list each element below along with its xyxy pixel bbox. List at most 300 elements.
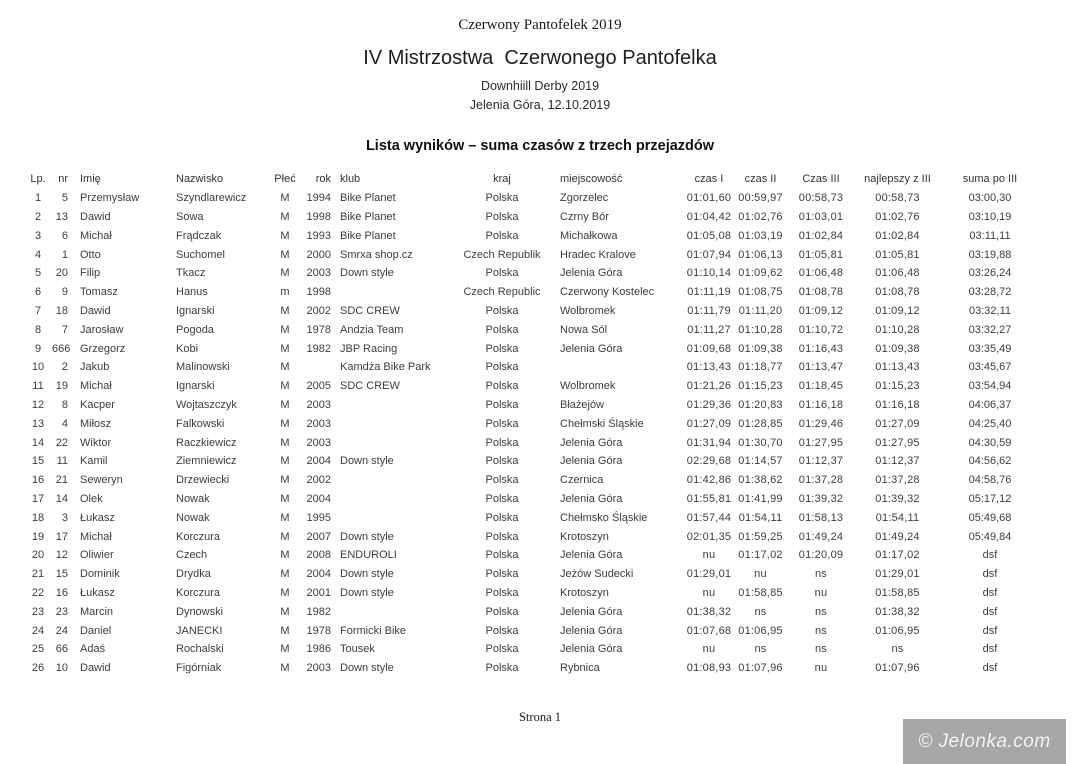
cell-klub — [336, 396, 444, 415]
cell-nr: 11 — [56, 455, 68, 468]
table-row — [24, 226, 1040, 245]
cell-kraj: Polska — [485, 323, 519, 336]
cell-p-e: m — [280, 286, 290, 299]
cell-czas-i: nu — [702, 586, 716, 599]
cell-czas-i: 01:21,26 — [686, 380, 732, 393]
table-row — [24, 320, 1040, 339]
cell-suma-po-iii: 03:45,67 — [968, 361, 1012, 374]
cell-p-e: M — [280, 304, 290, 317]
cell-suma-po-iii: 03:54,94 — [968, 380, 1012, 393]
column-header-p-e: Płeć — [274, 173, 296, 186]
cell-suma-po-iii: 04:30,59 — [968, 436, 1012, 449]
cell-suma-po-iii: 03:26,24 — [968, 267, 1012, 280]
cell-miejscowo: Hradec Kralove — [560, 248, 636, 261]
cell-suma-po-iii: dsf — [982, 624, 998, 637]
watermark-text: © Jelonka.com — [918, 730, 1051, 752]
cell-kraj: Polska — [485, 474, 519, 487]
cell-klub: Bike Planet — [340, 192, 396, 205]
cell-imi: Seweryn — [80, 474, 123, 487]
cell-lp: 10 — [31, 361, 45, 374]
table-row — [24, 396, 1040, 415]
cell-suma-po-iii: 03:32,11 — [968, 304, 1011, 317]
cell-p-e: M — [280, 229, 290, 242]
cell-czas-i: 02:29,68 — [686, 455, 732, 468]
cell-czas-iii: ns — [814, 605, 828, 618]
cell-czas-ii: 01:20,83 — [738, 398, 783, 411]
subtitle-derby: Downhiill Derby 2019 — [480, 79, 600, 93]
cell-imi: Jarosław — [80, 323, 124, 336]
cell-imi: Łukasz — [80, 586, 115, 599]
cell-miejscowo: Jelenia Góra — [560, 549, 623, 562]
cell-p-e: M — [280, 323, 290, 336]
cell-suma-po-iii: 03:11,11 — [969, 229, 1011, 242]
cell-nazwisko: JANECKI — [176, 624, 223, 637]
cell-najlepszy-z-iii: ns — [891, 643, 904, 656]
cell-p-e: M — [280, 210, 290, 223]
table-row — [24, 584, 1040, 603]
cell-klub — [336, 490, 444, 509]
cell-czas-i: 01:04,42 — [686, 210, 732, 223]
cell-nazwisko: Hanus — [176, 286, 208, 299]
cell-klub: Bike Planet — [340, 210, 396, 223]
cell-p-e: M — [280, 662, 290, 675]
cell-suma-po-iii: dsf — [982, 568, 998, 581]
cell-p-e: M — [280, 511, 290, 524]
cell-miejscowo: Zgorzelec — [560, 192, 609, 205]
cell-nr: 66 — [55, 643, 68, 656]
cell-p-e: M — [280, 530, 290, 543]
column-header-klub: klub — [340, 173, 361, 186]
cell-suma-po-iii: dsf — [982, 586, 998, 599]
cell-lp: 12 — [31, 398, 45, 411]
cell-klub: SDC CREW — [340, 304, 400, 317]
cell-nazwisko: Figórniak — [176, 662, 222, 675]
cell-czas-iii: 01:49,24 — [798, 530, 844, 543]
cell-klub — [336, 433, 444, 452]
cell-suma-po-iii: 04:06,37 — [968, 398, 1012, 411]
cell-miejscowo: Michałkowa — [560, 229, 618, 242]
cell-suma-po-iii: 05:49,68 — [968, 511, 1012, 524]
cell-czas-i: 01:09,68 — [686, 342, 732, 355]
table-row — [24, 508, 1040, 527]
table-row — [24, 565, 1040, 584]
cell-nazwisko: Korczura — [176, 530, 221, 543]
column-header-czas-iii: Czas III — [802, 173, 840, 186]
column-header-nr: nr — [58, 173, 68, 186]
cell-lp: 7 — [34, 304, 42, 317]
cell-rok: 1978 — [306, 624, 331, 637]
cell-suma-po-iii: dsf — [982, 643, 998, 656]
cell-czas-iii: 01:05,81 — [798, 248, 844, 261]
cell-najlepszy-z-iii: 01:02,76 — [875, 210, 920, 223]
cell-lp: 11 — [32, 380, 44, 393]
cell-najlepszy-z-iii: 01:07,96 — [875, 662, 920, 675]
cell-imi: Dawid — [80, 210, 111, 223]
cell-lp: 8 — [34, 323, 42, 336]
cell-lp: 25 — [31, 643, 45, 656]
column-header-imi: Imię — [80, 173, 101, 186]
cell-nazwisko: Drydka — [176, 568, 211, 581]
cell-najlepszy-z-iii: 01:02,84 — [875, 229, 920, 242]
cell-najlepszy-z-iii: 00:58,73 — [875, 192, 920, 205]
cell-czas-iii: ns — [814, 568, 828, 581]
column-header-miejscowo: miejscowość — [560, 173, 623, 186]
cell-lp: 2 — [34, 210, 42, 223]
cell-p-e: M — [280, 455, 290, 468]
cell-rok: 2004 — [306, 492, 331, 505]
cell-kraj: Polska — [485, 605, 519, 618]
cell-miejscowo: Jelenia Góra — [560, 605, 623, 618]
cell-lp: 15 — [31, 455, 45, 468]
cell-suma-po-iii: 03:32,27 — [968, 323, 1012, 336]
cell-czas-i: 01:29,01 — [686, 568, 732, 581]
cell-miejscowo: Jelenia Góra — [560, 436, 623, 449]
cell-suma-po-iii: 05:49,84 — [968, 530, 1012, 543]
cell-rok: 1982 — [306, 342, 331, 355]
cell-czas-i: 02:01,35 — [686, 530, 732, 543]
column-header-lp: Lp. — [30, 173, 46, 186]
cell-czas-iii: nu — [814, 586, 828, 599]
cell-klub: Kamdża Bike Park — [340, 361, 431, 374]
cell-rok: 2000 — [306, 248, 331, 261]
cell-czas-iii: 01:18,45 — [798, 380, 844, 393]
cell-czas-iii: 01:39,32 — [798, 492, 844, 505]
cell-lp: 20 — [31, 549, 45, 562]
subtitle-location-date: Jelenia Góra, 12.10.2019 — [469, 98, 611, 112]
cell-klub: Andzia Team — [340, 323, 404, 336]
cell-imi: Oliwier — [80, 549, 114, 562]
cell-lp: 13 — [31, 417, 45, 430]
cell-klub: JBP Racing — [340, 342, 398, 355]
cell-suma-po-iii: 03:35,49 — [968, 342, 1012, 355]
cell-czas-i: 01:05,08 — [686, 229, 732, 242]
cell-nazwisko: Rochalski — [176, 643, 224, 656]
cell-kraj: Polska — [485, 549, 519, 562]
cell-lp: 4 — [34, 248, 42, 261]
cell-czas-ii: ns — [754, 643, 767, 656]
cell-nazwisko: Wojtaszczyk — [176, 398, 237, 411]
cell-czas-i: 01:57,44 — [686, 511, 732, 524]
cell-najlepszy-z-iii: 01:06,48 — [875, 267, 920, 280]
cell-najlepszy-z-iii: 01:10,28 — [875, 323, 920, 336]
cell-czas-i: nu — [702, 549, 716, 562]
cell-czas-iii: 01:13,47 — [798, 361, 844, 374]
cell-imi: Dawid — [80, 662, 111, 675]
cell-miejscowo: Czerwony Kostelec — [560, 286, 655, 299]
cell-najlepszy-z-iii: 01:54,11 — [875, 511, 920, 524]
cell-kraj: Polska — [485, 530, 519, 543]
cell-p-e: M — [280, 380, 290, 393]
table-row — [24, 377, 1040, 396]
cell-nazwisko: Tkacz — [176, 267, 206, 280]
cell-czas-ii: 01:54,11 — [738, 511, 783, 524]
cell-czas-iii: 01:09,12 — [798, 304, 844, 317]
cell-czas-iii: 01:16,43 — [798, 342, 844, 355]
cell-nr: 4 — [61, 417, 68, 430]
cell-klub — [336, 414, 444, 433]
cell-rok: 2002 — [306, 474, 331, 487]
cell-imi: Wiktor — [80, 436, 112, 449]
cell-p-e: M — [280, 568, 290, 581]
cell-najlepszy-z-iii: 01:17,02 — [875, 549, 920, 562]
cell-nazwisko: Czech — [176, 549, 208, 562]
cell-czas-iii: 01:37,28 — [798, 474, 844, 487]
table-row — [24, 527, 1040, 546]
cell-czas-iii: 01:29,46 — [798, 417, 844, 430]
cell-p-e: M — [280, 398, 290, 411]
cell-czas-i: 01:11,79 — [687, 304, 731, 317]
table-row — [24, 302, 1040, 321]
cell-nr: 10 — [55, 662, 68, 675]
cell-lp: 6 — [34, 286, 42, 299]
table-row — [24, 452, 1040, 471]
table-row — [24, 621, 1040, 640]
cell-nr: 23 — [55, 605, 68, 618]
table-row — [24, 339, 1040, 358]
table-row — [24, 245, 1040, 264]
cell-rok: 2004 — [306, 568, 331, 581]
cell-rok: 2003 — [306, 662, 331, 675]
cell-klub — [336, 508, 444, 527]
table-header-row — [24, 170, 1040, 189]
cell-kraj: Polska — [485, 492, 519, 505]
cell-czas-i: 01:38,32 — [686, 605, 732, 618]
cell-kraj: Polska — [485, 210, 519, 223]
cell-czas-ii: 01:11,20 — [738, 304, 783, 317]
cell-p-e: M — [280, 436, 290, 449]
cell-p-e: M — [280, 549, 290, 562]
cell-klub: Down style — [340, 267, 394, 280]
cell-lp: 26 — [31, 662, 45, 675]
cell-miejscowo: Jelenia Góra — [560, 455, 623, 468]
cell-lp: 14 — [31, 436, 45, 449]
cell-czas-ii: ns — [754, 605, 767, 618]
cell-suma-po-iii: 03:19,88 — [968, 248, 1012, 261]
cell-suma-po-iii: 03:28,72 — [968, 286, 1012, 299]
cell-czas-i: 01:13,43 — [686, 361, 732, 374]
cell-imi: Łukasz — [80, 511, 115, 524]
cell-czas-ii: 01:03,19 — [738, 229, 783, 242]
cell-imi: Marcin — [80, 605, 114, 618]
cell-nazwisko: Malinowski — [176, 361, 230, 374]
cell-rok: 2002 — [306, 304, 331, 317]
cell-czas-i: 01:01,60 — [686, 192, 732, 205]
cell-nr: 7 — [61, 323, 68, 336]
cell-miejscowo: Wolbromek — [560, 304, 616, 317]
cell-czas-iii: 01:10,72 — [798, 323, 844, 336]
cell-nr: 20 — [55, 267, 68, 280]
cell-suma-po-iii: 03:00,30 — [968, 192, 1012, 205]
cell-p-e: M — [280, 474, 290, 487]
column-header-nazwisko: Nazwisko — [176, 173, 224, 186]
cell-miejscowo: Czrny Bór — [560, 210, 609, 223]
cell-czas-i: 01:31,94 — [686, 436, 732, 449]
cell-p-e: M — [280, 248, 290, 261]
cell-rok: 2003 — [306, 398, 331, 411]
results-body — [24, 189, 1040, 678]
cell-czas-i: 01:07,94 — [686, 248, 732, 261]
cell-rok: 2008 — [306, 549, 331, 562]
cell-rok: 1978 — [306, 323, 331, 336]
cell-czas-i: 01:27,09 — [686, 417, 732, 430]
cell-czas-ii: 00:59,97 — [738, 192, 783, 205]
cell-imi: Otto — [80, 248, 101, 261]
cell-klub: Smrxa shop.cz — [340, 248, 413, 261]
cell-czas-iii: ns — [814, 624, 828, 637]
cell-p-e: M — [280, 342, 290, 355]
cell-kraj: Polska — [485, 417, 519, 430]
cell-czas-ii: 01:10,28 — [738, 323, 783, 336]
table-row — [24, 471, 1040, 490]
cell-czas-ii: nu — [754, 568, 767, 581]
cell-czas-ii: 01:09,38 — [738, 342, 783, 355]
cell-nazwisko: Korczura — [176, 586, 221, 599]
cell-nazwisko: Ziemniewicz — [176, 455, 237, 468]
cell-czas-iii: nu — [814, 662, 828, 675]
cell-najlepszy-z-iii: 01:05,81 — [875, 248, 920, 261]
cell-suma-po-iii: 04:58,76 — [968, 474, 1012, 487]
cell-imi: Grzegorz — [80, 342, 126, 355]
table-row — [24, 358, 1040, 377]
cell-imi: Tomasz — [80, 286, 118, 299]
document-header — [0, 0, 1080, 155]
cell-kraj: Polska — [485, 361, 519, 374]
cell-kraj: Polska — [485, 304, 519, 317]
cell-lp: 19 — [31, 530, 45, 543]
cell-lp: 1 — [34, 192, 42, 205]
cell-nr: 9 — [61, 286, 68, 299]
cell-nr: 16 — [55, 586, 68, 599]
cell-miejscowo: Jelenia Góra — [560, 643, 623, 656]
cell-czas-iii: 01:06,48 — [798, 267, 844, 280]
results-list-title: Lista wyników – suma czasów z trzech przejazdów — [365, 138, 715, 154]
cell-klub — [336, 283, 444, 302]
cell-czas-iii: 01:16,18 — [798, 398, 844, 411]
cell-klub: Formicki Bike — [340, 624, 407, 637]
table-row — [24, 640, 1040, 659]
cell-rok: 2005 — [306, 380, 331, 393]
table-row — [24, 546, 1040, 565]
cell-rok: 1982 — [306, 605, 331, 618]
cell-czas-iii: 00:58,73 — [798, 192, 844, 205]
cell-miejscowo: Jelenia Góra — [560, 624, 623, 637]
table-row — [24, 659, 1040, 678]
cell-rok: 1998 — [306, 286, 331, 299]
column-header-najlepszy-z-iii: najlepszy z III — [864, 173, 931, 186]
cell-nazwisko: Dynowski — [176, 605, 224, 618]
cell-miejscowo: Rybnica — [560, 662, 600, 675]
cell-najlepszy-z-iii: 01:58,85 — [875, 586, 920, 599]
column-header-suma-po-iii: suma po III — [962, 173, 1018, 186]
cell-rok: 2003 — [306, 267, 331, 280]
cell-nr: 18 — [55, 304, 68, 317]
cell-p-e: M — [280, 605, 290, 618]
cell-miejscowo: Krotoszyn — [560, 586, 609, 599]
cell-najlepszy-z-iii: 01:37,28 — [875, 474, 920, 487]
cell-czas-ii: 01:28,85 — [738, 417, 783, 430]
cell-imi: Adaś — [80, 643, 106, 656]
cell-czas-iii: 01:02,84 — [798, 229, 844, 242]
cell-nr: 21 — [55, 474, 68, 487]
cell-nr: 14 — [55, 492, 68, 505]
cell-lp: 3 — [34, 229, 42, 242]
cell-najlepszy-z-iii: 01:16,18 — [875, 398, 920, 411]
cell-klub — [336, 471, 444, 490]
cell-nr: 6 — [61, 229, 68, 242]
cell-najlepszy-z-iii: 01:49,24 — [875, 530, 920, 543]
results-table — [24, 170, 1040, 678]
cell-najlepszy-z-iii: 01:12,37 — [875, 455, 920, 468]
cell-czas-i: 01:29,36 — [686, 398, 732, 411]
cell-nr: 5 — [61, 192, 68, 205]
cell-nr: 1 — [61, 248, 68, 261]
cell-czas-iii: ns — [814, 643, 828, 656]
cell-p-e: M — [280, 417, 290, 430]
cell-lp: 23 — [31, 605, 45, 618]
cell-p-e: M — [280, 624, 290, 637]
cell-najlepszy-z-iii: 01:13,43 — [875, 361, 920, 374]
cell-miejscowo: Czernica — [560, 474, 604, 487]
cell-miejscowo — [560, 358, 684, 377]
cell-miejscowo: Chełmski Śląskie — [560, 417, 644, 430]
cell-p-e: M — [280, 361, 290, 374]
cell-imi: Miłosz — [80, 417, 112, 430]
cell-najlepszy-z-iii: 01:06,95 — [875, 624, 920, 637]
cell-nazwisko: Suchomel — [176, 248, 225, 261]
cell-miejscowo: Krotoszyn — [560, 530, 609, 543]
cell-nazwisko: Kobi — [176, 342, 199, 355]
cell-p-e: M — [280, 192, 290, 205]
cell-czas-iii: 01:20,09 — [798, 549, 844, 562]
cell-czas-ii: 01:06,13 — [738, 248, 783, 261]
cell-najlepszy-z-iii: 01:08,78 — [875, 286, 920, 299]
cell-suma-po-iii: 03:10,19 — [968, 210, 1012, 223]
cell-czas-iii: 01:27,95 — [798, 436, 844, 449]
cell-najlepszy-z-iii: 01:38,32 — [875, 605, 920, 618]
cell-imi: Dominik — [80, 568, 120, 581]
table-row — [24, 189, 1040, 208]
cell-lp: 5 — [34, 267, 42, 280]
table-row — [24, 433, 1040, 452]
cell-miejscowo: Jelenia Góra — [560, 342, 623, 355]
cell-najlepszy-z-iii: 01:29,01 — [875, 568, 920, 581]
cell-imi: Kacper — [80, 398, 115, 411]
cell-imi: Michał — [80, 530, 112, 543]
cell-czas-ii: 01:14,57 — [738, 455, 783, 468]
cell-czas-ii: 01:08,75 — [738, 286, 783, 299]
watermark-badge — [903, 719, 1066, 764]
cell-czas-i: 01:11,27 — [687, 323, 731, 336]
column-header-czas-i: czas I — [694, 173, 724, 186]
cell-czas-i: nu — [702, 643, 716, 656]
cell-rok: 1986 — [306, 643, 331, 656]
cell-czas-ii: 01:02,76 — [738, 210, 783, 223]
cell-nazwisko: Nowak — [176, 492, 210, 505]
cell-najlepszy-z-iii: 01:09,12 — [875, 304, 920, 317]
cell-kraj: Polska — [485, 662, 519, 675]
cell-klub: Tousek — [340, 643, 375, 656]
table-row — [24, 208, 1040, 227]
column-header-rok: rok — [315, 173, 331, 186]
cell-nazwisko: Nowak — [176, 511, 210, 524]
cell-kraj: Polska — [485, 229, 519, 242]
cell-lp: 18 — [31, 511, 45, 524]
table-row — [24, 414, 1040, 433]
cell-nr: 22 — [55, 436, 68, 449]
cell-rok: 1995 — [306, 511, 331, 524]
cell-klub: Down style — [340, 568, 394, 581]
cell-najlepszy-z-iii: 01:15,23 — [875, 380, 920, 393]
